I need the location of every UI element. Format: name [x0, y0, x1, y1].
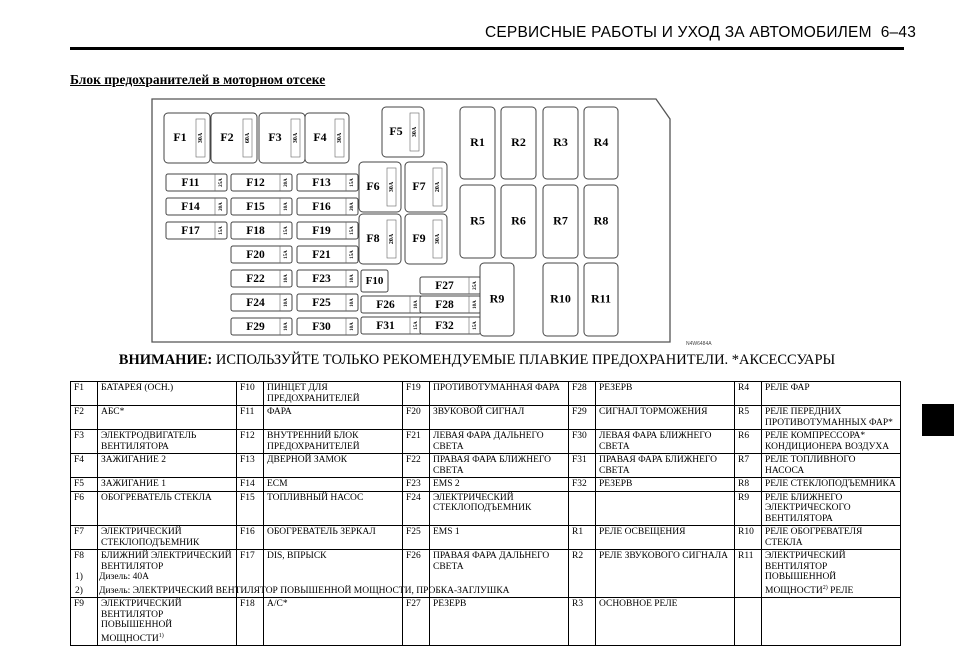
fuse-description-text: РЕЛЕ ФАР — [765, 383, 810, 393]
fuse-description — [264, 491, 403, 526]
fuse-code: F12 — [237, 430, 264, 454]
fuse-code: R7 — [735, 454, 762, 478]
fuse-description — [596, 478, 735, 492]
warning-label: ВНИМАНИЕ: — [118, 352, 213, 368]
fuse-amp: 15A — [284, 250, 290, 259]
table-row — [71, 491, 901, 526]
fuse-description-text: ОБОГРЕВАТЕЛЬ СТЕКЛА — [101, 492, 212, 503]
fuse-code: R8 — [735, 478, 762, 492]
fuse-code: F29 — [569, 406, 596, 430]
fuse-amp: 20A — [350, 202, 356, 211]
fuse-table — [70, 381, 901, 646]
fuse-description — [98, 382, 237, 406]
fuse-description-text: ЛЕВАЯ ФАРА БЛИЖНЕГО СВЕТА — [599, 431, 712, 452]
fuse-description-text: ЭЛЕКТРИЧЕСКИЙ ВЕНТИЛЯТОР ПОВЫШЕННОЙ МОЩНОСТИ — [765, 551, 846, 596]
fuse-amp: 30A — [411, 126, 418, 138]
fuse-description-text: ТОПЛИВНЫЙ НАСОС — [267, 492, 364, 503]
table-row — [71, 454, 901, 478]
fuse-description — [762, 550, 901, 598]
footnote-ref: 2) — [822, 584, 828, 591]
fuse-code: R11 — [735, 550, 762, 598]
header-title: СЕРВИСНЫЕ РАБОТЫ И УХОД ЗА АВТОМОБИЛЕМ — [485, 24, 872, 41]
fuse-amp: 10A — [284, 322, 290, 331]
fuse-description-text: A/C* — [267, 599, 288, 610]
fuse-description-text: РЕЛЕ ЗВУКОВОГО СИГНАЛА — [599, 551, 728, 561]
fuse-code: R4 — [735, 382, 762, 406]
fuse-code: F7 — [71, 526, 98, 550]
fuse-label: F28 — [435, 299, 454, 312]
relay-label: R9 — [489, 291, 505, 306]
fuse-label: F27 — [435, 280, 454, 293]
fuse-description — [430, 526, 569, 550]
fuse-amp: 10A — [350, 322, 356, 331]
footnote — [75, 570, 510, 584]
fuse-description — [762, 526, 901, 550]
fuse-code: F22 — [403, 454, 430, 478]
fuse-code: F4 — [71, 454, 98, 478]
fuse-description-text: РЕЛЕ ТОПЛИВНОГО НАСОСА — [765, 455, 856, 476]
fuse-code: F8 — [71, 550, 98, 598]
fuse-description — [596, 598, 735, 646]
fuse-label: F7 — [412, 178, 426, 193]
fuse-amp: 30A — [434, 233, 441, 245]
table-row — [71, 478, 901, 492]
fuse-label: F6 — [366, 178, 380, 193]
fuse-amp: 10A — [284, 274, 290, 283]
fuse-description — [596, 526, 735, 550]
fuse-description — [98, 406, 237, 430]
fuse-description-text: ЭЛЕКТРИЧЕСКИЙ СТЕКЛОПОДЪЕМНИК — [101, 527, 200, 548]
fuse-description — [430, 382, 569, 406]
fuse-amp: 20A — [388, 233, 395, 245]
fuse-description — [596, 430, 735, 454]
table-row — [71, 526, 901, 550]
fuse-code: R5 — [735, 406, 762, 430]
fuse-description-text: ЗАЖИГАНИЕ 2 — [101, 455, 166, 465]
fuse-code: F6 — [71, 491, 98, 526]
fuse-description — [762, 406, 901, 430]
fuse-code: F24 — [403, 491, 430, 526]
fuse-description — [98, 598, 237, 646]
fuse-code — [735, 598, 762, 646]
fuse-description-text: ВНУТРЕННИЙ БЛОК ПРЕДОХРАНИТЕЛЕЙ — [267, 431, 360, 452]
fuse-label: F14 — [181, 201, 200, 214]
fuse-amp: 30A — [197, 132, 204, 144]
fuse-code: F10 — [237, 382, 264, 406]
fuse-description — [430, 478, 569, 492]
relay-label: R5 — [470, 213, 485, 228]
fuse-description-text: РЕЛЕ КОМПРЕССОРА* КОНДИЦИОНЕРА ВОЗДУХА — [765, 431, 890, 452]
fuse-label: F5 — [389, 123, 403, 138]
relay-label: R6 — [511, 213, 526, 228]
footnote-ref: 1) — [158, 632, 164, 639]
relay-label: R2 — [511, 134, 526, 149]
fuse-amp: 15A — [350, 226, 356, 235]
relay-label: R3 — [553, 134, 568, 149]
footnote-number: 1) — [75, 572, 83, 582]
fuse-description-text: БЛИЖНИЙ ЭЛЕКТРИЧЕСКИЙ ВЕНТИЛЯТОР — [101, 551, 232, 572]
fuse-code — [569, 491, 596, 526]
fuse-description-suffix: РЕЛЕ — [827, 585, 854, 596]
fuse-description-text: РЕЛЕ БЛИЖНЕГО ЭЛЕКТРИЧЕСКОГО ВЕНТИЛЯТОРА — [765, 492, 851, 524]
fuse-code: F25 — [403, 526, 430, 550]
table-row — [71, 406, 901, 430]
fuse-label: F8 — [366, 230, 380, 245]
fuse-label: F10 — [365, 275, 384, 288]
fuse-description-text: ЭЛЕКТРОДВИГАТЕЛЬ ВЕНТИЛЯТОРА — [101, 431, 197, 452]
fuse-description-text: ЭЛЕКТРИЧЕСКИЙ СТЕКЛОПОДЪЕМНИК — [433, 492, 532, 513]
fuse-label: F22 — [246, 273, 265, 286]
fuse-code: R1 — [569, 526, 596, 550]
fuse-description-text: EMS 1 — [433, 527, 460, 537]
fuse-code: F16 — [237, 526, 264, 550]
fuse-description-text: DIS, ВПРЫСК — [267, 551, 327, 561]
fuse-amp: 15A — [350, 178, 356, 187]
table-row — [71, 382, 901, 406]
fuse-code: F28 — [569, 382, 596, 406]
chapter-tab — [922, 404, 954, 436]
fuse-description-text: АБС* — [101, 407, 125, 417]
fuse-amp: 25A — [219, 178, 225, 187]
fuse-label: F30 — [312, 321, 331, 334]
fuse-code: R9 — [735, 491, 762, 526]
fuse-description — [430, 454, 569, 478]
fuse-label: F24 — [246, 297, 265, 310]
fuse-description-text: ПРАВАЯ ФАРА ДАЛЬНЕГО СВЕТА — [433, 551, 550, 572]
fuse-code: F23 — [403, 478, 430, 492]
fuse-description — [98, 478, 237, 492]
fuse-description-text: РЕЗЕРВ — [599, 383, 633, 393]
fuse-description-text: ЛЕВАЯ ФАРА ДАЛЬНЕГО СВЕТА — [433, 431, 544, 452]
fuse-description — [264, 478, 403, 492]
fuse-label: F29 — [246, 321, 265, 334]
fuse-description-text: ОБОГРЕВАТЕЛЬ ЗЕРКАЛ — [267, 527, 376, 537]
fuse-description-text: ПРАВАЯ ФАРА БЛИЖНЕГО СВЕТА — [433, 455, 551, 476]
fuse-description-text: ДВЕРНОЙ ЗАМОК — [267, 455, 348, 465]
fuse-amp: 15A — [414, 321, 420, 330]
table-row — [71, 598, 901, 646]
fuse-label: F23 — [312, 273, 331, 286]
fuse-amp: 15A — [284, 226, 290, 235]
fuse-description — [762, 430, 901, 454]
relay-label: R1 — [470, 134, 485, 149]
fuse-amp: 10A — [473, 300, 479, 309]
footnote-text: Дизель: ЭЛЕКТРИЧЕСКИЙ ВЕНТИЛЯТОР ПОВЫШЕННОЙ МОЩНОСТИ, ПРОБКА-ЗАГЛУШКА — [99, 586, 510, 596]
fuse-label: F19 — [312, 225, 331, 238]
fuse-description-text: ФАРА — [267, 407, 292, 417]
fuse-code: F5 — [71, 478, 98, 492]
fuse-label: F12 — [246, 177, 265, 190]
fuse-code: R3 — [569, 598, 596, 646]
fuse-description-text: ПРАВАЯ ФАРА БЛИЖНЕГО СВЕТА — [599, 455, 717, 476]
fuse-amp: 10A — [284, 298, 290, 307]
fuse-amp: 20A — [434, 181, 441, 193]
section-title: Блок предохранителей в моторном отсеке — [70, 72, 326, 87]
fuse-description — [98, 491, 237, 526]
fuse-description-text: ПИНЦЕТ ДЛЯ ПРЕДОХРАНИТЕЛЕЙ — [267, 383, 360, 404]
fuse-code: F15 — [237, 491, 264, 526]
fuse-description — [264, 430, 403, 454]
fuse-description-text: ЗВУКОВОЙ СИГНАЛ — [433, 407, 525, 417]
fuse-description — [264, 406, 403, 430]
fuse-code: F9 — [71, 598, 98, 646]
fuse-description — [264, 454, 403, 478]
fuse-description — [98, 526, 237, 550]
fuse-amp: 15A — [350, 250, 356, 259]
fuse-code: F11 — [237, 406, 264, 430]
fuse-amp: 10A — [350, 274, 356, 283]
fuse-code: F21 — [403, 430, 430, 454]
fuse-description-text: РЕЗЕРВ — [433, 599, 467, 610]
fuse-amp: 15A — [473, 321, 479, 330]
fuse-description — [596, 491, 735, 526]
fuse-description-text: ОСНОВНОЕ РЕЛЕ — [599, 599, 678, 610]
relay-label: R4 — [593, 134, 609, 149]
page-number: 6–43 — [880, 24, 917, 41]
fuse-label: F21 — [312, 249, 331, 262]
fuse-label: F11 — [181, 177, 200, 190]
fuse-amp: 10A — [414, 300, 420, 309]
fuse-description-text: РЕЛЕ ПЕРЕДНИХ ПРОТИВОТУМАННЫХ ФАР* — [765, 407, 893, 428]
fuse-label: F20 — [246, 249, 265, 262]
fuse-code: F27 — [403, 598, 430, 646]
fuse-description — [98, 430, 237, 454]
fuse-description-text: РЕЛЕ ОБОГРЕВАТЕЛЯ СТЕКЛА — [765, 527, 863, 548]
fuse-code: F31 — [569, 454, 596, 478]
fuse-amp: 20A — [219, 202, 225, 211]
fuse-label: F4 — [313, 129, 327, 144]
fuse-amp: 60A — [244, 132, 251, 144]
fuse-description — [430, 430, 569, 454]
fuse-description — [596, 406, 735, 430]
fuse-code: F3 — [71, 430, 98, 454]
fuse-label: F13 — [312, 177, 331, 190]
fuse-amp: 30A — [336, 132, 343, 144]
diagram-code: N4W6484A — [686, 341, 712, 347]
fuse-code: R6 — [735, 430, 762, 454]
fuse-label: F2 — [220, 129, 234, 144]
fuse-description-text: БАТАРЕЯ (ОСН.) — [101, 383, 174, 393]
fuse-code: F1 — [71, 382, 98, 406]
fuse-amp: 10A — [284, 202, 290, 211]
fuse-label: F1 — [173, 129, 187, 144]
fuse-description — [596, 454, 735, 478]
fuse-description — [264, 598, 403, 646]
fuse-code: R2 — [569, 550, 596, 598]
fuse-description-text: РЕЛЕ ОСВЕЩЕНИЯ — [599, 527, 686, 537]
fuse-code: R10 — [735, 526, 762, 550]
fuse-amp: 25A — [473, 281, 479, 290]
fuse-amp: 15A — [219, 226, 225, 235]
fuse-description — [596, 550, 735, 598]
fuse-code: F14 — [237, 478, 264, 492]
fuse-code: F13 — [237, 454, 264, 478]
fuse-description-text: ПРОТИВОТУМАННАЯ ФАРА — [433, 383, 560, 393]
fuse-description — [762, 382, 901, 406]
fuse-code: F2 — [71, 406, 98, 430]
fuse-label: F17 — [181, 225, 200, 238]
fuse-description — [762, 491, 901, 526]
fuse-label: F15 — [246, 201, 265, 214]
fuse-description — [762, 454, 901, 478]
footnotes — [75, 570, 510, 598]
relay-label: R11 — [590, 291, 612, 306]
fuse-description — [596, 382, 735, 406]
fuse-description — [264, 382, 403, 406]
fuse-label: F16 — [312, 201, 331, 214]
fuse-description — [430, 598, 569, 646]
fuse-description-text: EMS 2 — [433, 479, 460, 489]
fuse-description-text: СИГНАЛ ТОРМОЖЕНИЯ — [599, 407, 708, 417]
warning-text: ИСПОЛЬЗУЙТЕ ТОЛЬКО РЕКОМЕНДУЕМЫЕ ПЛАВКИЕ ПРЕДОХРАНИТЕЛИ. *АКСЕССУАРЫ — [212, 352, 836, 368]
fuse-label: F9 — [412, 230, 426, 245]
fuse-code: F30 — [569, 430, 596, 454]
footnote-number: 2) — [75, 586, 83, 596]
fuse-code: F17 — [237, 550, 264, 598]
fuse-label: F32 — [435, 320, 454, 333]
fuse-label: F25 — [312, 297, 331, 310]
fuse-description-text: ЭЛЕКТРИЧЕСКИЙ ВЕНТИЛЯТОР ПОВЫШЕННОЙ МОЩНОСТИ — [101, 599, 182, 644]
fuse-amp: 30A — [292, 132, 299, 144]
footnote — [75, 584, 510, 598]
fuse-code: F20 — [403, 406, 430, 430]
fuse-description-text: РЕЗЕРВ — [599, 479, 633, 489]
relay-label: R10 — [550, 291, 571, 306]
fuse-description — [762, 598, 901, 646]
fuse-description-text: ЗАЖИГАНИЕ 1 — [101, 479, 166, 489]
fuse-code: F18 — [237, 598, 264, 646]
fuse-label: F26 — [376, 299, 395, 312]
fuse-description — [264, 526, 403, 550]
fuse-amp: 30A — [388, 181, 395, 193]
fuse-label: F18 — [246, 225, 265, 238]
fuse-amp: 10A — [350, 298, 356, 307]
fuse-description — [430, 491, 569, 526]
fuse-description-text: РЕЛЕ СТЕКЛОПОДЪЕМНИКА — [765, 479, 896, 489]
fuse-description-text: ECM — [267, 479, 288, 489]
fuse-code: F19 — [403, 382, 430, 406]
fuse-description — [430, 406, 569, 430]
fuse-amp: 20A — [284, 178, 290, 187]
fuse-code: F26 — [403, 550, 430, 598]
fuse-code: F32 — [569, 478, 596, 492]
warning-line — [0, 352, 954, 369]
relay-label: R8 — [593, 213, 609, 228]
fuse-description — [98, 454, 237, 478]
fuse-label: F31 — [376, 320, 395, 333]
footnote-text: Дизель: 40A — [99, 572, 149, 582]
relay-label: R7 — [553, 213, 568, 228]
fuse-description — [762, 478, 901, 492]
fuse-label: F3 — [268, 129, 282, 144]
table-row — [71, 430, 901, 454]
